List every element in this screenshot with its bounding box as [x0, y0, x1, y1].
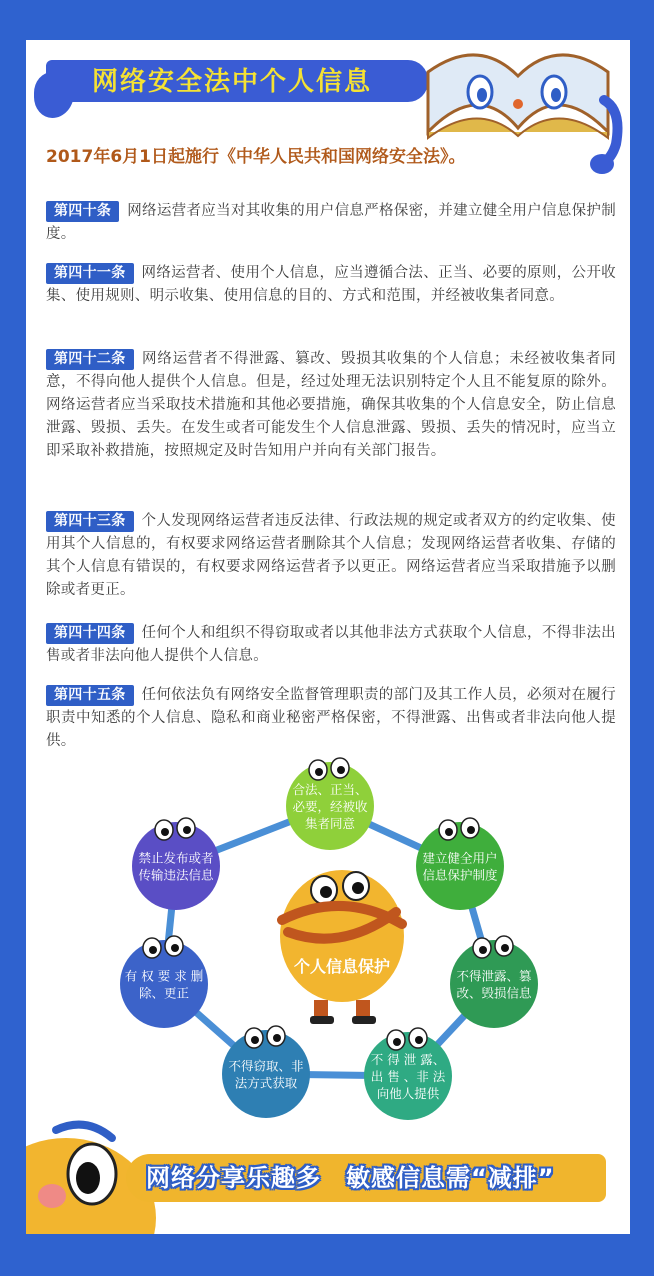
node-label: 除、更正	[138, 985, 190, 1001]
diagram-node	[222, 1026, 310, 1118]
node-pupil	[149, 946, 157, 954]
node-label: 有 权 要 求 删	[124, 968, 204, 984]
node-label: 建立健全用户	[422, 850, 498, 866]
node-label: 改、毁损信息	[456, 985, 532, 1001]
diagram-node	[416, 818, 504, 910]
node-pupil	[315, 768, 323, 776]
node-pupil	[479, 946, 487, 954]
node-circle	[120, 940, 208, 1028]
node-label: 法方式获取	[234, 1075, 298, 1091]
center-mascot	[280, 870, 404, 1024]
node-circle	[222, 1030, 310, 1118]
article-text: 网络运营者不得泄露、篡改、毁损其收集的个人信息；未经被收集者同意，不得向他人提供个人信息。但是，经过处理无法识别特定个人且不能复原的除外。网络运营者应当采取技术措施和其他必要措施，确保其收集的个人信息安全，防止信息泄露、毁损、丢失。在发生或者可能发生个人信息泄露、毁损、丢失的情况时，应当立即采取补救措施，按照规定及时告知用户并向有关部门报告。	[46, 351, 616, 459]
protection-diagram-svg	[26, 740, 630, 1140]
poster-sheet	[26, 40, 630, 1234]
article-tag: 第四十一条	[46, 263, 134, 284]
article-text: 任何个人和组织不得窃取或者以其他非法方式获取个人信息，不得非法出售或者非法向他人提供个人信息。	[46, 625, 616, 664]
node-pupil	[337, 766, 345, 774]
article-tag: 第四十四条	[46, 623, 134, 644]
node-label: 向他人提供	[376, 1086, 440, 1101]
node-circle	[132, 822, 220, 910]
article-41	[46, 262, 616, 308]
node-circle	[450, 940, 538, 1028]
node-label: 不 得 泄 露、	[370, 1052, 446, 1067]
node-label: 合法、正当、	[292, 782, 368, 797]
node-pupil	[171, 944, 179, 952]
article-text: 任何依法负有网络安全监督管理职责的部门及其工作人员，必须对在履行职责中知悉的个人信息、隐私和商业秘密严格保密，不得泄露、出售或者非法向他人提供。	[46, 687, 616, 749]
node-pupil	[445, 828, 453, 836]
node-pupil	[183, 826, 191, 834]
footer-slogan: 网络分享乐趣多 敏感信息需“减排”	[146, 1164, 555, 1192]
diagram-node	[286, 758, 374, 850]
article-text: 个人发现网络运营者违反法律、行政法规的规定或者双方的约定收集、使用其个人信息的，有权要求网络运营者删除其个人信息；发现网络运营者收集、存储的其个人信息有错误的，有权要求网络运营者予以更正。网络运营者应当采取措施予以删除或者更正。	[46, 513, 616, 598]
article-text: 网络运营者应当对其收集的用户信息严格保密，并建立健全用户信息保护制度。	[46, 203, 616, 242]
footer	[26, 1108, 630, 1234]
diagram-node	[450, 936, 538, 1028]
protection-diagram	[26, 740, 630, 1140]
node-pupil	[501, 944, 509, 952]
node-pupil	[393, 1038, 401, 1046]
article-text: 网络运营者、使用个人信息，应当遵循合法、正当、必要的原则，公开收集、使用规则、明示收集、使用信息的目的、方式和范围，并经被收集者同意。	[46, 265, 616, 304]
diagram-node	[132, 818, 220, 910]
node-circle	[416, 822, 504, 910]
node-pupil	[467, 826, 475, 834]
node-label: 不得泄露、篡	[456, 968, 532, 984]
article-tag: 第四十三条	[46, 511, 134, 532]
node-label: 必要，经被收	[292, 799, 368, 814]
diagram-node	[120, 936, 208, 1028]
node-label: 不得窃取、非	[228, 1058, 304, 1074]
article-42	[46, 348, 616, 463]
article-tag: 第四十条	[46, 201, 119, 222]
node-pupil	[161, 828, 169, 836]
article-tag: 第四十二条	[46, 349, 134, 370]
center-label: 个人信息保护	[293, 957, 391, 976]
article-43	[46, 510, 616, 602]
node-pupil	[415, 1036, 423, 1044]
node-label: 集者同意	[304, 816, 356, 831]
article-tag: 第四十五条	[46, 685, 134, 706]
node-pupil	[251, 1036, 259, 1044]
node-label: 禁止发布或者	[138, 850, 214, 866]
article-40	[46, 200, 616, 246]
node-label: 传输违法信息	[138, 867, 214, 883]
node-label: 信息保护制度	[422, 867, 498, 883]
intro-text: 2017年6月1日起施行《中华人民共和国网络安全法》。	[46, 147, 466, 167]
node-pupil	[273, 1034, 281, 1042]
article-44	[46, 622, 616, 668]
page-title: 网络安全法中个人信息	[92, 67, 373, 97]
node-label: 出 售 、非 法	[370, 1069, 446, 1084]
